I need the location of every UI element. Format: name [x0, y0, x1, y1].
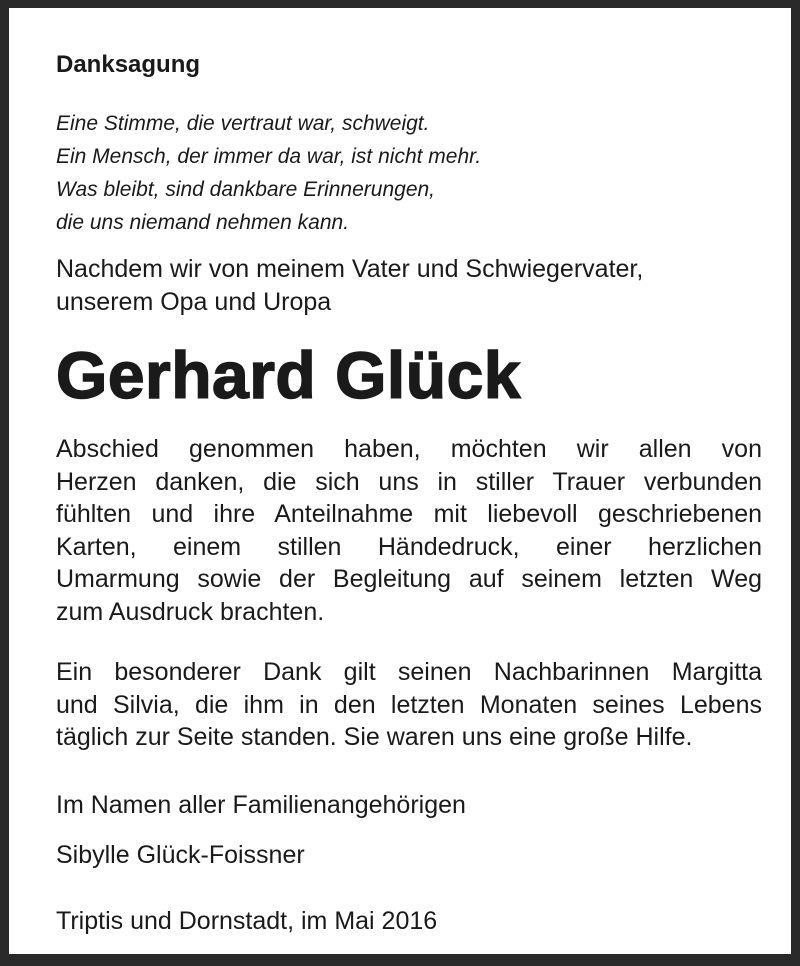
poem-line: Ein Mensch, der immer da war, ist nicht mehr. [56, 145, 482, 168]
special-thanks-paragraph [56, 656, 762, 754]
paragraph-line: zum Ausdruck brachten. [56, 597, 325, 626]
paragraph-line: fühlten und ihre Anteilnahme mit liebevoll geschriebenen [56, 500, 762, 528]
place-date: Triptis und Dornstadt, im Mai 2016 [56, 907, 438, 935]
poem-line: Was bleibt, sind dankbare Erinnerungen, [56, 178, 436, 201]
paragraph-line: Umarmung sowie der Begleitung auf seinem letzten Weg [56, 565, 762, 593]
notice-heading: Danksagung [56, 51, 201, 78]
deceased-name: Gerhard Glück [56, 338, 521, 412]
paragraph-line: Ein besonderer Dank gilt seinen Nachbarinnen Margitta [56, 658, 762, 686]
paragraph-line: und Silvia, die ihm in den letzten Monaten seines Lebens [56, 690, 762, 719]
paragraph-line: täglich zur Seite standen. Sie waren uns eine große Hilfe. [56, 723, 693, 751]
thanks-paragraph [56, 433, 762, 628]
intro-line: unserem Opa und Uropa [56, 288, 332, 316]
paragraph-line: Herzen danken, die sich uns in stiller Trauer verbunden [56, 467, 762, 496]
signer-name: Sibylle Glück-Foissner [56, 841, 305, 869]
poem-verse [56, 107, 481, 239]
signoff-text: Im Namen aller Familienangehörigen [56, 791, 466, 819]
poem-line: Eine Stimme, die vertraut war, schweigt. [56, 112, 430, 135]
intro-text [56, 253, 643, 319]
paragraph-line: Abschied genommen haben, möchten wir allen von [56, 435, 762, 463]
paragraph-line: Karten, einem stillen Händedruck, einer herzlichen [56, 532, 762, 561]
poem-line: die uns niemand nehmen kann. [56, 211, 350, 234]
intro-line: Nachdem wir von meinem Vater und Schwiegervater, [56, 255, 644, 283]
